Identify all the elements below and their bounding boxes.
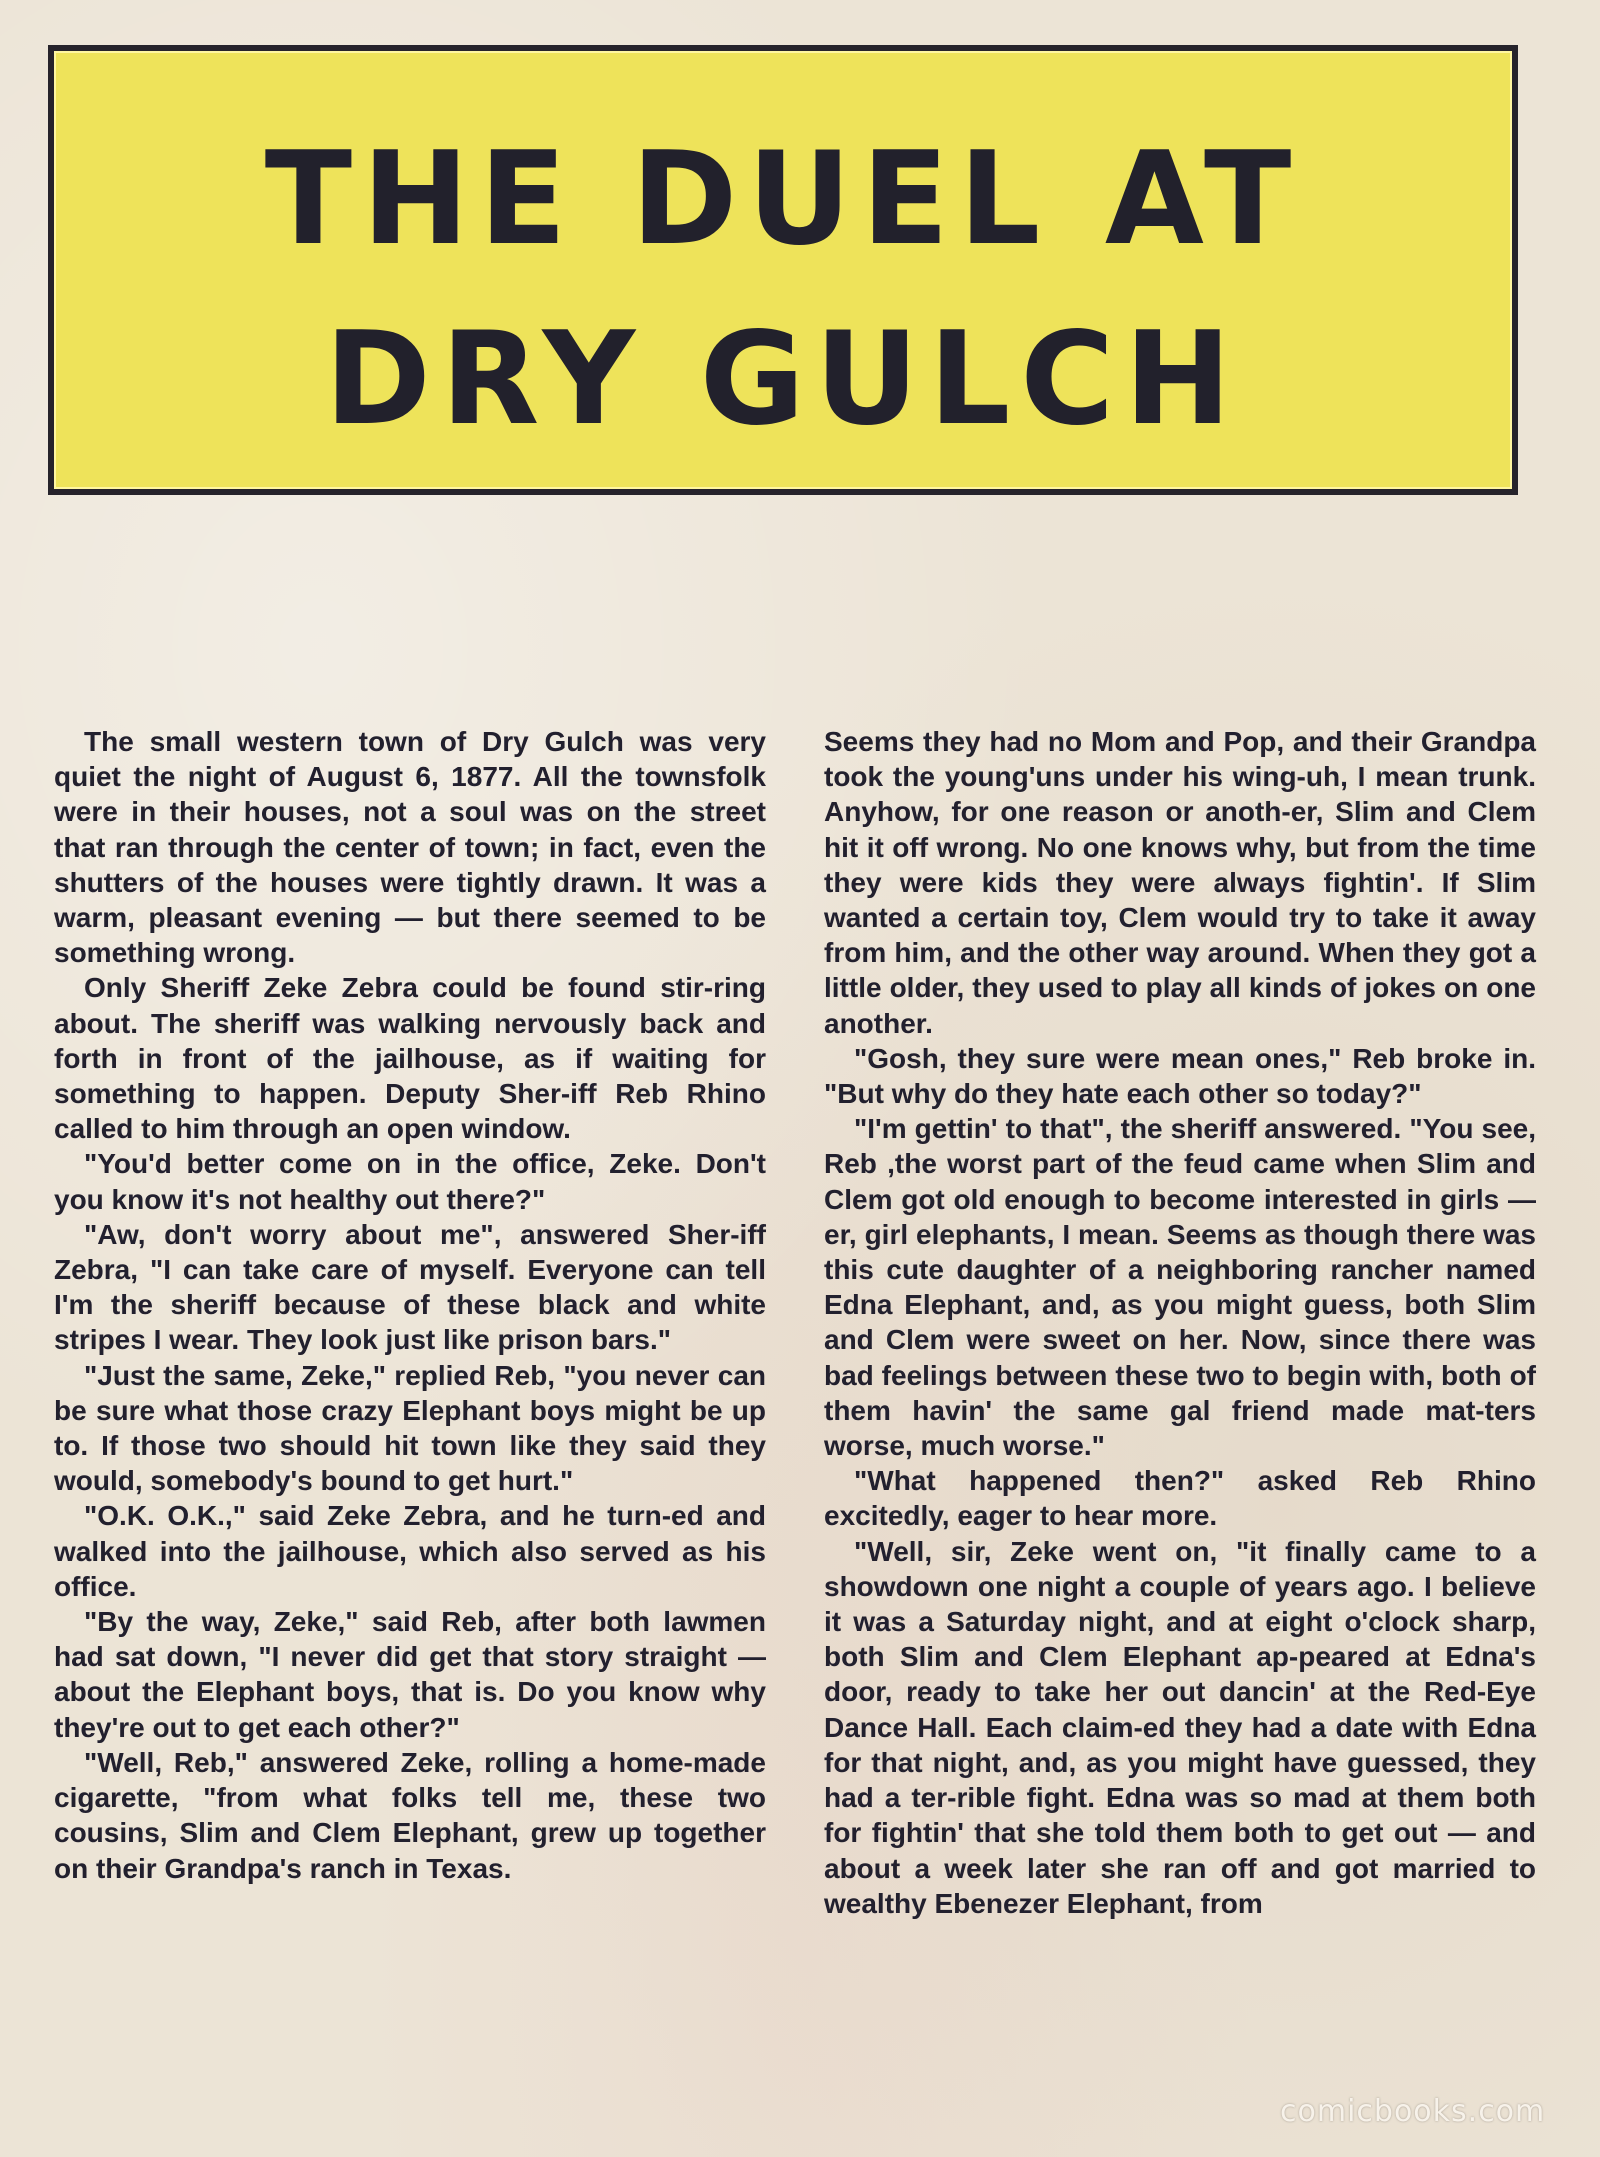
- paragraph: "Gosh, they sure were mean ones," Reb broke in. "But why do they hate each other so today?": [824, 1042, 1536, 1110]
- paragraph: "What happened then?" asked Reb Rhino excitedly, eager to hear more.: [824, 1465, 1536, 1532]
- title-line-1: THE DUEL AT: [264, 125, 1302, 274]
- watermark: comicbooks.com: [1280, 2094, 1546, 2129]
- left-text-column: [54, 724, 766, 1886]
- title-banner: [48, 45, 1518, 495]
- paragraph: "Well, Reb," answered Zeke, rolling a home-made cigarette, "from what folks tell me, these two cousins, Slim and Clem Elephant, grew up together on their Grandpa's ranch in Texas.: [54, 1746, 766, 1884]
- right-text-column: [824, 724, 1536, 1921]
- paragraph: Seems they had no Mom and Pop, and their Grandpa took the young'uns under his wing-uh, I mean trunk. Anyhow, for one reason or anoth-er, Slim and Clem hit it off wrong. No one knows why, but from the time they were kids they were always fightin'. If Slim wanted a certain toy, Clem would try to take it away from him, and the other way around. When they got a little older, they used to play all kinds of jokes on one another.: [824, 726, 1536, 1039]
- paragraph: "You'd better come on in the office, Zeke. Don't you know it's not healthy out there?": [54, 1148, 766, 1215]
- paragraph: The small western town of Dry Gulch was very quiet the night of August 6, 1877. All the townsfolk were in their houses, not a soul was on the street that ran through the center of town; in fact, even the shutters of the houses were tightly drawn. It was a warm, pleasant evening — but there seemed to be something wrong.: [54, 726, 766, 969]
- paragraph: "Aw, don't worry about me", answered Sher-iff Zebra, "I can take care of myself. Everyone can tell I'm the sheriff because of these black and white stripes I wear. They look just like prison bars.": [54, 1218, 766, 1356]
- paragraph: "Just the same, Zeke," replied Reb, "you never can be sure what those crazy Elephant boys might be up to. If those two should hit town like they said they would, somebody's bound to get hurt.": [54, 1359, 766, 1497]
- paragraph: Only Sheriff Zeke Zebra could be found stir-ring about. The sheriff was walking nervously back and forth in front of the jailhouse, as if waiting for something to happen. Deputy Sher-iff Reb Rhino called to him through an open window.: [54, 972, 766, 1145]
- paragraph: "O.K. O.K.," said Zeke Zebra, and he turn-ed and walked into the jailhouse, which also served as his office.: [54, 1500, 766, 1602]
- paragraph: "By the way, Zeke," said Reb, after both lawmen had sat down, "I never did get that story straight — about the Elephant boys, that is. Do you know why they're out to get each other?": [54, 1606, 766, 1743]
- paragraph: "Well, sir, Zeke went on, "it finally came to a showdown one night a couple of years ago. I believe it was a Saturday night, and at eight o'clock sharp, both Slim and Clem Elephant ap-peared at Edna's door, ready to take her out dancin' at the Red-Eye Dance Hall. Each claim-ed they had a date with Edna for that night, and, as you might have guessed, they had a ter-rible fight. Edna was so mad at them both for fightin' that she told them both to get out — and about a week later she ran off and got married to wealthy Ebenezer Elephant, from: [824, 1535, 1536, 1919]
- paragraph: "I'm gettin' to that", the sheriff answered. "You see, Reb ,the worst part of the feud came when Slim and Clem got old enough to become interested in girls — er, girl elephants, I mean. Seems as though there was this cute daughter of a neighboring rancher named Edna Elephant, and, as you might guess, both Slim and Clem were sweet on her. Now, since there was bad feelings between these two to begin with, both of them havin' the same gal friend made mat-ters worse, much worse.": [824, 1113, 1536, 1462]
- title-line-2: DRY GULCH: [324, 305, 1242, 454]
